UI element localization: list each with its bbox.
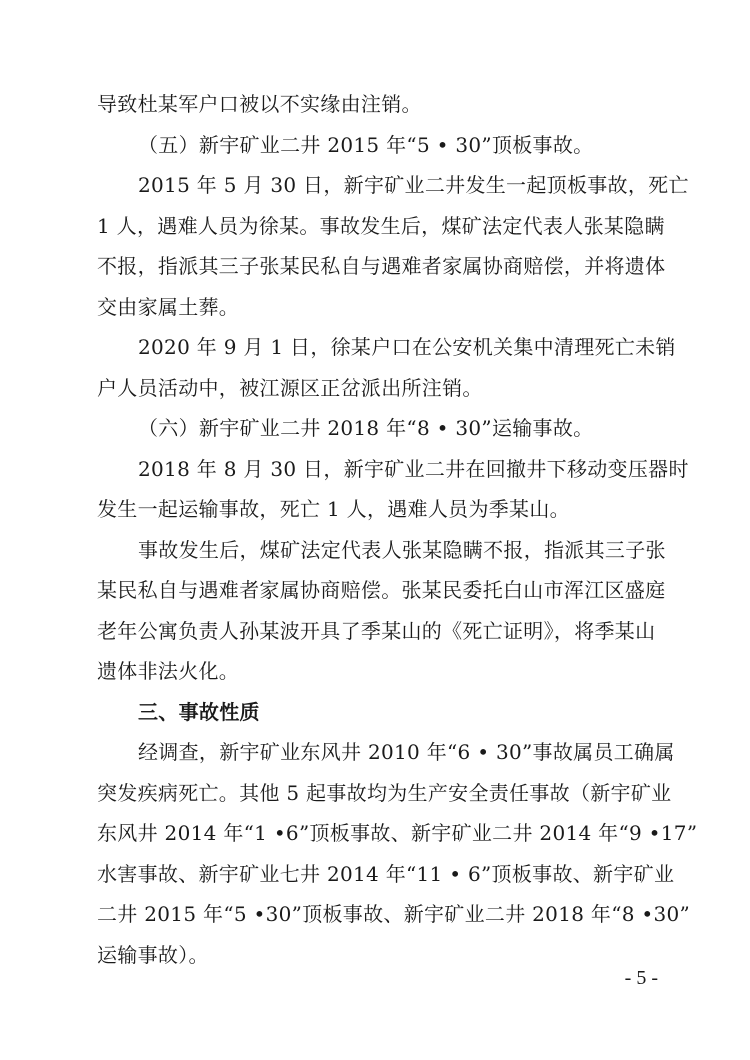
paragraph-line: 2020 年 9 月 1 日，徐某户口在公安机关集中清理死亡未销 (138, 335, 676, 359)
section-heading-five: （五）新宇矿业二井 2015 年“5 • 30”顶板事故。 (138, 132, 594, 157)
paragraph-line: 1 人，遇难人员为徐某。事故发生后，煤矿法定代表人张某隐瞒 (97, 213, 665, 238)
paragraph-line: 突发疾病死亡。其他 5 起事故均为生产安全责任事故（新宇矿业 (97, 780, 672, 805)
section-heading-six: （六）新宇矿业二井 2018 年“8 • 30”运输事故。 (138, 416, 594, 440)
paragraph-line: 老年公寓负责人孙某波开具了季某山的《死亡证明》，将季某山 (97, 618, 656, 643)
paragraph-line: 发生一起运输事故，死亡 1 人，遇难人员为季某山。 (97, 497, 570, 521)
paragraph-line: 导致杜某军户口被以不实缘由注销。 (97, 92, 422, 116)
paragraph-line: 事故发生后，煤矿法定代表人张某隐瞒不报，指派其三子张 (138, 537, 666, 562)
paragraph-line: 交由家属土葬。 (97, 294, 240, 319)
paragraph-line: 2018 年 8 月 30 日，新宇矿业二井在回撤井下移动变压器时 (138, 456, 689, 481)
paragraph-line: 某民私自与遇难者家属协商赔偿。张某民委托白山市浑江区盛庭 (97, 578, 666, 602)
paragraph-line: 运输事故）。 (97, 942, 209, 967)
paragraph-line: 二井 2015 年“5 •30”顶板事故、新宇矿业二井 2018 年“8 •30” (97, 902, 691, 926)
paragraph-line: 2015 年 5 月 30 日，新宇矿业二井发生一起顶板事故，死亡 (138, 173, 689, 197)
paragraph-line: 户人员活动中，被江源区正岔派出所注销。 (97, 375, 483, 400)
paragraph-line: 遗体非法火化。 (97, 659, 240, 683)
paragraph-line: 东风井 2014 年“1 •6”顶板事故、新宇矿业二井 2014 年“9 •17” (97, 821, 698, 845)
paragraph-line: 经调查，新宇矿业东风井 2010 年“6 • 30”事故属员工确属 (138, 740, 675, 764)
section-heading-nature: 三、事故性质 (138, 699, 260, 724)
page-number: - 5 - (624, 967, 658, 989)
paragraph-line: 水害事故、新宇矿业七井 2014 年“11 • 6”顶板事故、新宇矿业 (97, 861, 675, 886)
paragraph-line: 不报，指派其三子张某民私自与遇难者家属协商赔偿，并将遗体 (97, 254, 666, 278)
